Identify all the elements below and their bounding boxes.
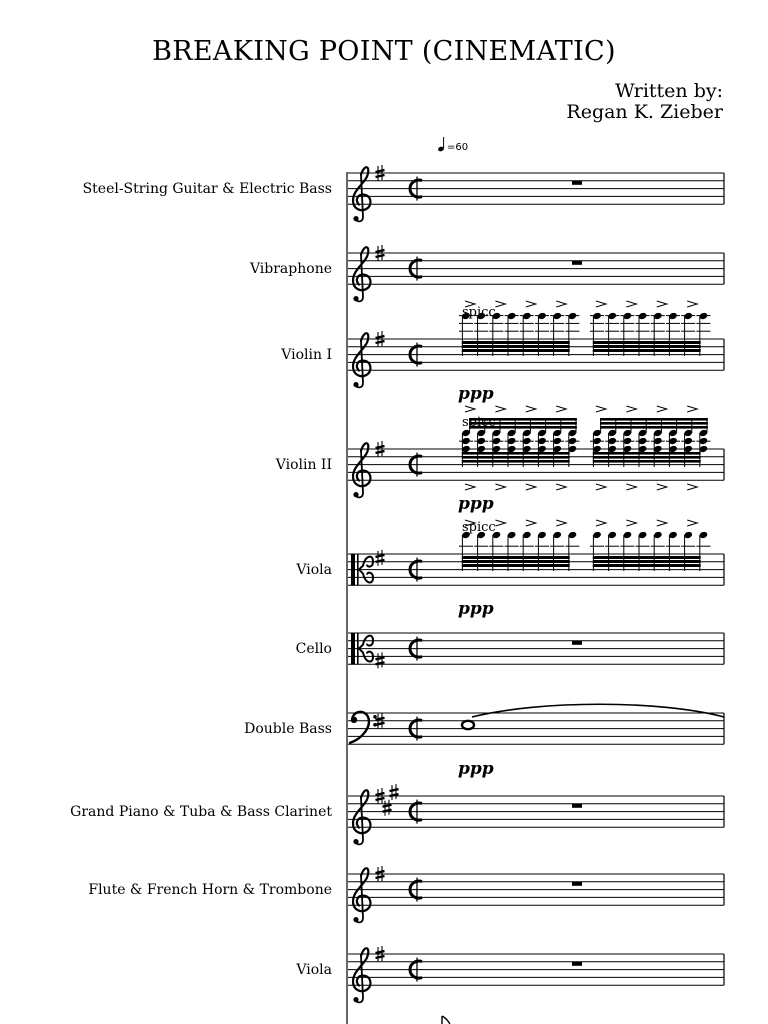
instrument-label-piano-tuba-clarinet: Grand Piano & Tuba & Bass Clarinet <box>70 804 332 820</box>
accent-mark <box>626 301 636 307</box>
accent-mark <box>687 520 697 526</box>
beam <box>593 349 701 352</box>
accent-mark <box>556 520 566 526</box>
beam <box>462 345 570 348</box>
staff-piano-tuba-clarinet <box>348 796 724 827</box>
tie-slur <box>472 704 724 717</box>
treble-clef-icon <box>353 790 370 844</box>
accent-mark <box>657 484 667 490</box>
accent-mark <box>596 520 606 526</box>
instrument-label-double-bass: Double Bass <box>244 721 332 737</box>
beam <box>462 560 570 563</box>
beam <box>462 349 570 352</box>
accent-mark <box>526 406 536 412</box>
accent-mark <box>495 406 505 412</box>
instrument-label-violin-2: Violin II <box>275 457 332 473</box>
staff-vibraphone <box>348 253 724 284</box>
accent-mark <box>626 406 636 412</box>
instrument-label-violin-1: Violin I <box>281 347 332 363</box>
accent-mark <box>626 484 636 490</box>
accent-mark <box>556 301 566 307</box>
accent-mark <box>626 520 636 526</box>
accent-mark <box>596 484 606 490</box>
beam <box>593 345 701 348</box>
instrument-label-guitar-bass: Steel-String Guitar & Electric Bass <box>82 181 332 197</box>
whole-rest-icon <box>572 962 582 966</box>
accent-mark <box>556 406 566 412</box>
treble-clef-icon <box>353 868 370 922</box>
spicc-marking: spicc <box>462 415 496 430</box>
treble-clef-icon <box>353 333 370 387</box>
whole-rest-icon <box>572 261 582 265</box>
accent-mark <box>526 484 536 490</box>
beam <box>593 452 701 455</box>
accent-mark <box>596 406 606 412</box>
beam <box>593 556 701 559</box>
beam <box>593 560 701 563</box>
beam <box>462 556 570 559</box>
accent-mark <box>556 484 566 490</box>
composer-label: Written by: <box>615 80 723 102</box>
partial-flag-icon <box>442 1016 450 1024</box>
accent-mark <box>495 484 505 490</box>
sharp-icon <box>376 550 385 566</box>
accent-mark <box>495 301 505 307</box>
staff-cello <box>348 633 724 664</box>
beam <box>593 341 701 344</box>
dynamic-ppp: ppp <box>458 759 494 779</box>
accent-mark <box>526 301 536 307</box>
accent-mark <box>657 520 667 526</box>
treble-clef-icon <box>353 247 370 301</box>
spicc-marking: spicc <box>462 305 496 320</box>
dynamic-ppp: ppp <box>458 494 494 514</box>
whole-rest-icon <box>572 181 582 185</box>
tempo-value: =60 <box>447 142 469 153</box>
sharp-icon <box>376 652 385 668</box>
beam <box>462 460 570 463</box>
dynamic-ppp: ppp <box>458 599 494 619</box>
staff-flute-horn-trombone <box>348 874 724 905</box>
dynamic-ppp: ppp <box>458 384 494 404</box>
beam <box>600 422 708 425</box>
whole-rest-icon <box>572 641 582 645</box>
accent-mark <box>526 520 536 526</box>
beam <box>462 564 570 567</box>
accent-mark <box>657 301 667 307</box>
beam <box>593 460 701 463</box>
whole-note <box>462 721 474 729</box>
accent-mark <box>687 484 697 490</box>
whole-rest-icon <box>572 804 582 808</box>
beam <box>600 418 708 421</box>
accent-mark <box>495 520 505 526</box>
staff-double-bass <box>348 713 724 744</box>
staff-guitar-bass <box>348 173 724 204</box>
beam <box>462 452 570 455</box>
beam <box>600 426 708 429</box>
beam <box>593 456 701 459</box>
note-run-violin-1 <box>459 301 710 356</box>
score-title: BREAKING POINT (CINEMATIC) <box>152 36 616 67</box>
note-run-viola <box>459 520 710 571</box>
beam <box>593 564 701 567</box>
accent-mark <box>687 406 697 412</box>
tempo-marking <box>437 137 444 152</box>
instrument-label-cello: Cello <box>295 641 332 657</box>
treble-clef-icon <box>353 167 370 221</box>
instrument-label-flute-horn-trombone: Flute & French Horn & Trombone <box>88 882 332 898</box>
instrument-label-viola-2: Viola <box>296 962 332 978</box>
beam <box>462 456 570 459</box>
staff-viola-2 <box>348 954 724 985</box>
spicc-marking: spicc <box>462 520 496 535</box>
accent-mark <box>596 301 606 307</box>
treble-clef-icon <box>353 443 370 497</box>
instrument-label-vibraphone: Vibraphone <box>249 261 332 277</box>
accent-mark <box>465 484 475 490</box>
composer-name: Regan K. Zieber <box>566 101 723 123</box>
accent-mark <box>657 406 667 412</box>
sharp-icon <box>390 784 399 800</box>
bass-clef-icon <box>350 712 377 743</box>
sharp-icon <box>383 800 392 816</box>
treble-clef-icon <box>353 948 370 1002</box>
accent-mark <box>687 301 697 307</box>
instrument-label-viola: Viola <box>296 562 332 578</box>
note-run-violin-2 <box>459 406 710 490</box>
whole-rest-icon <box>572 882 582 886</box>
beam <box>462 341 570 344</box>
accent-mark <box>465 406 475 412</box>
